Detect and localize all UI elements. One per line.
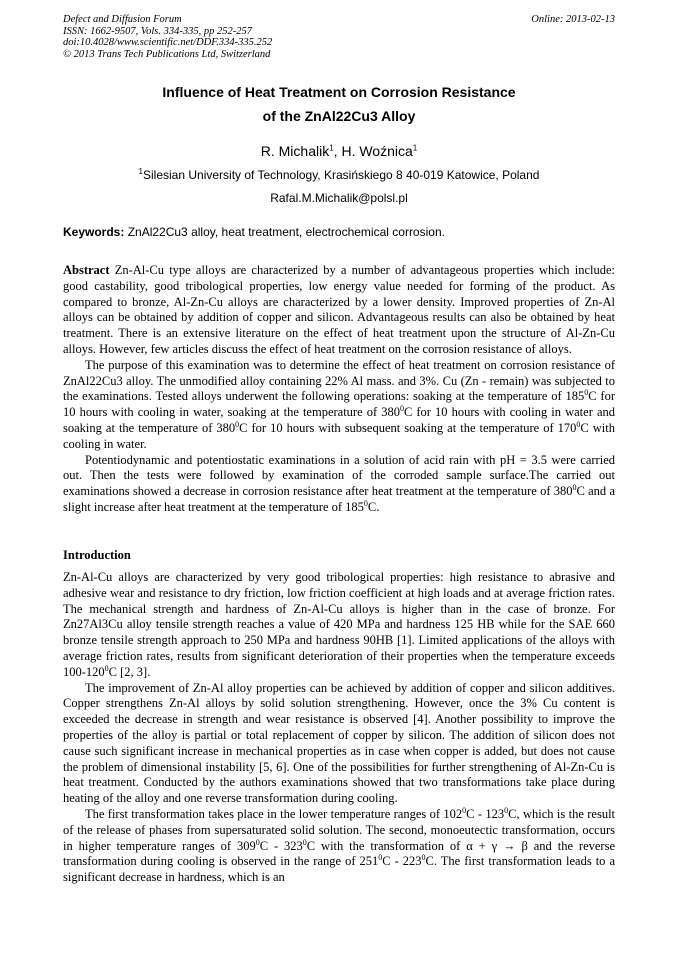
abstract-text: C.: [367, 499, 380, 514]
author-email[interactable]: Rafal.M.Michalik@polsl.pl: [270, 191, 408, 205]
abstract-text: The purpose of this examination was to determine the effect of heat treatment on corrosion resistance of ZnAl22Cu3 alloy. The unmodified alloy containing 22% Al mass. and 3%. Cu (Zn - remain) was subjected to the examinations. Tested alloys underwent the following operations: soaking at the temperature of 185: [63, 357, 615, 404]
author-name: R. Michalik: [260, 143, 330, 159]
section-heading: Introduction: [63, 548, 131, 562]
intro-text: C. The first transformation leads to a significant decrease in hardness, which is an: [63, 854, 615, 885]
abstract-text: C with cooling in water.: [63, 420, 615, 451]
degree-mark: 0: [572, 483, 577, 492]
abstract-text: C and a slight increase after heat treatment at the temperature of 185: [63, 484, 615, 514]
online-date: Online: 2013-02-13: [531, 14, 615, 25]
intro-text: C - 123: [466, 806, 505, 821]
degree-mark: 0: [235, 419, 240, 429]
intro-text: The first transformation takes place in the lower temperature ranges of 102: [85, 806, 463, 821]
issn-line: ISSN: 1662-9507, Vols. 334-335, pp 252-257: [63, 25, 252, 37]
intro-text: C, which is the result of the release of phases from supersaturated solid solution. The second, monoeutectic transformation, occurs in higher temperature ranges of 309: [63, 806, 616, 853]
paper-title-line-1: Influence of Heat Treatment on Corrosion Resistance: [162, 84, 516, 100]
author-separator: ,: [333, 143, 342, 159]
degree-mark: 0: [584, 388, 589, 398]
copyright-line: © 2013 Trans Tech Publications Ltd, Switzerland: [63, 48, 271, 60]
degree-mark: 0: [504, 805, 509, 815]
affiliation-mark: 1: [329, 143, 334, 153]
journal-name: Defect and Diffusion Forum: [63, 14, 182, 25]
intro-text: C - 323: [259, 838, 303, 853]
abstract-text: C for 10 hours with subsequent soaking at the temperature of 170: [239, 420, 577, 435]
intro-paragraph: [63, 570, 615, 681]
intro-paragraph: The improvement of Zn-Al alloy properties can be achieved by addition of copper and silicon additives. Copper strengthens Zn-Al alloys by solid solution strengthening. However, once the 3% Cu content is exceeded the decrease in strength and wear resistance is observed [4]. Another possibility to improve the properties of the alloy is partial or total replacement of copper by silicon. The addition of silicon does not cause such significant increase in mechanical properties as in case when copper is added, but does not cause the problem of dimensional instability [5, 6]. One of the possibilities for further strengthening of Al-Zn-Cu is heat treatment. Conducted by the authors examinations showed that two transformations take place during heating of the alloy and one reverse transformation during cooling.: [63, 680, 615, 806]
abstract-label: Abstract: [63, 263, 110, 277]
intro-text: Zn-Al-Cu alloys are characterized by very good tribological properties: high resistance to abrasive and adhesive wear and resistance to dry friction, low friction coefficient at high loads and at average friction rates. The mechanical strength and hardness of Zn-Al-Cu alloys is higher than in the case of bronze. For Zn27Al3Cu alloy tensile strength reaches a value of 420 MPa and hardness 125 HB while for the SAE 660 bronze tensile strength approach to 250 MPa and hardness 90HB [1]. Limited applications of the alloys with average friction rates, results from significant deterioration of their properties when the temperature exceeds 100-120: [63, 570, 615, 679]
degree-mark: 0: [255, 837, 260, 847]
affiliation-mark: 1: [412, 143, 418, 153]
degree-mark: 0: [378, 853, 383, 863]
abstract-text: Potentiodynamic and potentiostatic examinations in a solution of acid rain with pH = 3.5 were carried out. Then the tests were followed by examination of the corroded sample surface.The carried out examinations showed a decrease in corrosion resistance after heat treatment at the temperature of 380: [63, 452, 615, 499]
degree-mark: 0: [399, 404, 404, 414]
keywords-label: Keywords:: [63, 225, 125, 239]
keywords: [63, 225, 615, 239]
intro-paragraph: [63, 807, 615, 886]
degree-mark: 0: [302, 837, 307, 847]
intro-text: C - 223: [382, 854, 422, 869]
degree-mark: 0: [462, 805, 467, 815]
abstract-text: C for 10 hours with cooling in water, soaking at the temperature of 380: [63, 389, 615, 420]
affiliation: [0, 168, 678, 182]
journal-header: [63, 14, 483, 60]
intro-text: C [2, 3].: [108, 664, 151, 679]
keywords-text: ZnAl22Cu3 alloy, heat treatment, electrochemical corrosion.: [124, 225, 445, 239]
doi-link[interactable]: doi:10.4028/www.scientific.net/DDF.334-335.252: [63, 37, 273, 48]
abstract-text: Zn-Al-Cu type alloys are characterized by a number of advantageous properties which include: good castability, good tribological properties, low energy value needed for forming of the product. As compared to bronze, Al-Zn-Cu alloys are characterized by a lower density. Improved properties of Zn-Al alloys can be obtained by addition of copper and silicon. Advantageous results can also be obtained by heat treatment. There is an extensive literature on the effect of heat treatment upon the structure of Al-Zn-Cu alloys. However, few articles discuss the effect of heat treatment on the corrosion resistance of alloys.: [63, 263, 615, 356]
abstract: [63, 263, 615, 516]
degree-mark: 0: [363, 498, 368, 508]
degree-mark: 0: [104, 663, 109, 673]
degree-mark: 0: [421, 853, 426, 863]
affiliation-mark: 1: [138, 167, 143, 176]
abstract-paragraph: [63, 358, 615, 453]
author-name: H. Woźnica: [341, 143, 413, 159]
degree-mark: 0: [576, 419, 581, 429]
intro-text: C with the transformation of α + γ → β and the reverse transformation during cooling is observed in the range of 251: [63, 838, 615, 869]
paper-title-line-2: of the ZnAl22Cu3 Alloy: [262, 108, 416, 124]
abstract-paragraph: [63, 263, 615, 358]
author-list: [0, 143, 678, 159]
abstract-text: C for 10 hours with cooling in water and soaking at the temperature of 380: [63, 405, 615, 435]
introduction-body: [63, 570, 615, 886]
abstract-paragraph: [63, 453, 615, 516]
affiliation-text: Silesian University of Technology, Krasińskiego 8 40-019 Katowice, Poland: [143, 168, 540, 182]
